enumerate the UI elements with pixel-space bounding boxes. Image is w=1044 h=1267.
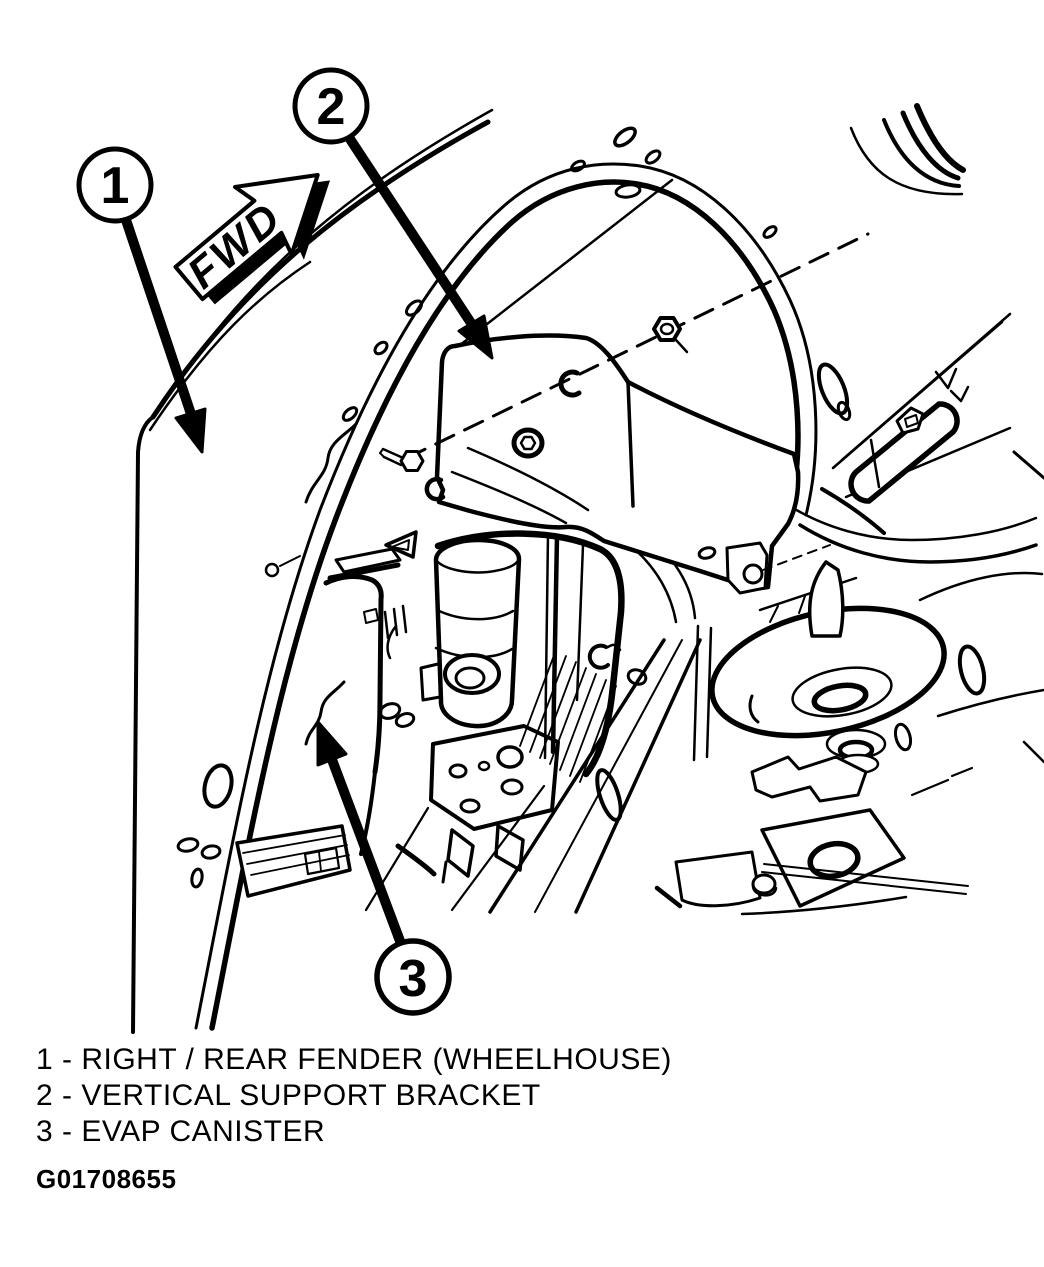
tick-mark — [952, 768, 972, 776]
sill-clip — [897, 408, 923, 433]
sill-v-mark — [951, 387, 968, 401]
hole-ellipse — [177, 837, 199, 853]
tick-mark — [657, 888, 680, 906]
legend — [36, 1042, 672, 1150]
quarter-panel-curve-1 — [788, 505, 1036, 540]
body-contour-squiggle — [388, 626, 396, 658]
mount-hole — [498, 747, 522, 767]
hose-clamp-ring — [590, 646, 608, 668]
shield-square — [364, 609, 378, 623]
callout-3-arrowhead — [318, 722, 346, 765]
canister-mount-plate — [431, 726, 558, 829]
pillar-line — [545, 534, 548, 758]
callout-2 — [295, 70, 492, 358]
hole-ellipse — [201, 844, 221, 859]
small-plate — [676, 852, 760, 906]
mount-hole — [502, 780, 522, 794]
hex-nut-tail — [676, 340, 687, 352]
canister-recess-inner — [456, 668, 484, 688]
mount-hole — [450, 765, 466, 777]
hole-ellipse — [612, 125, 638, 149]
callout-3-number: 3 — [398, 950, 428, 1008]
body-corner-tick — [1024, 742, 1044, 762]
shield-right-edge — [375, 599, 381, 772]
legend-item-3: 3 - EVAP CANISTER — [36, 1115, 326, 1148]
small-screw-tick — [280, 556, 300, 566]
mount-foot — [448, 830, 473, 876]
tire-arc — [917, 106, 963, 170]
tire-arc — [903, 113, 958, 178]
tick-mark — [912, 780, 948, 795]
small-screw — [266, 564, 278, 576]
fwd-arrow — [161, 137, 359, 325]
hole-ellipse — [373, 340, 389, 356]
callout-2-number: 2 — [316, 78, 346, 136]
seat-rim-tick — [770, 606, 778, 622]
evap-canister-assembly — [421, 532, 711, 882]
seat-clip-hole — [744, 565, 762, 583]
body-curve-right — [938, 690, 1044, 716]
hole-ellipse — [644, 149, 662, 166]
canister-side-tab — [421, 664, 440, 700]
hole-ellipse — [191, 868, 204, 887]
legend-item-1: 1 - RIGHT / REAR FENDER (WHEELHOUSE) — [36, 1043, 672, 1076]
callout-1-leader — [126, 220, 192, 417]
hole-ellipse — [762, 225, 778, 240]
hole-ellipse — [956, 644, 989, 696]
hole-ellipse — [570, 159, 586, 173]
seat-rim-tick — [799, 596, 805, 613]
spring-seat-assembly — [657, 543, 1044, 914]
fender-left-edge — [133, 417, 153, 1032]
bottom-contour — [742, 897, 906, 914]
wheelhouse-seam-line — [455, 180, 672, 349]
legend-item-2: 2 - VERTICAL SUPPORT BRACKET — [36, 1079, 541, 1112]
seat-arm-bracket — [752, 757, 866, 801]
seat-fin — [810, 562, 843, 636]
shield-stripe — [385, 612, 388, 638]
sill-corner — [1014, 452, 1044, 478]
shield-top-curve — [326, 576, 381, 599]
shield-stripe — [403, 606, 406, 632]
callout-1 — [79, 149, 205, 452]
sill-rail — [822, 314, 1044, 533]
figure-id: G01708655 — [36, 1164, 177, 1194]
hole-ellipse — [893, 723, 913, 752]
bolt-shank — [383, 449, 401, 457]
shield-stripe — [394, 609, 397, 635]
callout-1-arrowhead — [176, 409, 205, 452]
hole-ellipse — [615, 183, 640, 198]
hole-ellipse — [404, 298, 424, 317]
mount-hole — [461, 800, 479, 812]
body-curve-right — [920, 573, 1042, 600]
nut-ring — [514, 430, 542, 456]
tire-sidewall-arcs — [851, 106, 963, 194]
bolt-hex-head — [401, 452, 423, 471]
fwd-arrow-label: FWD — [178, 192, 292, 299]
hex-nut — [654, 318, 680, 340]
bolt-shank — [384, 457, 401, 465]
callout-1-number: 1 — [100, 157, 130, 215]
hole-ellipse — [200, 762, 235, 809]
small-plate-cylinder — [753, 875, 775, 893]
mount-foot-line — [443, 862, 446, 882]
mount-hole — [479, 762, 489, 770]
